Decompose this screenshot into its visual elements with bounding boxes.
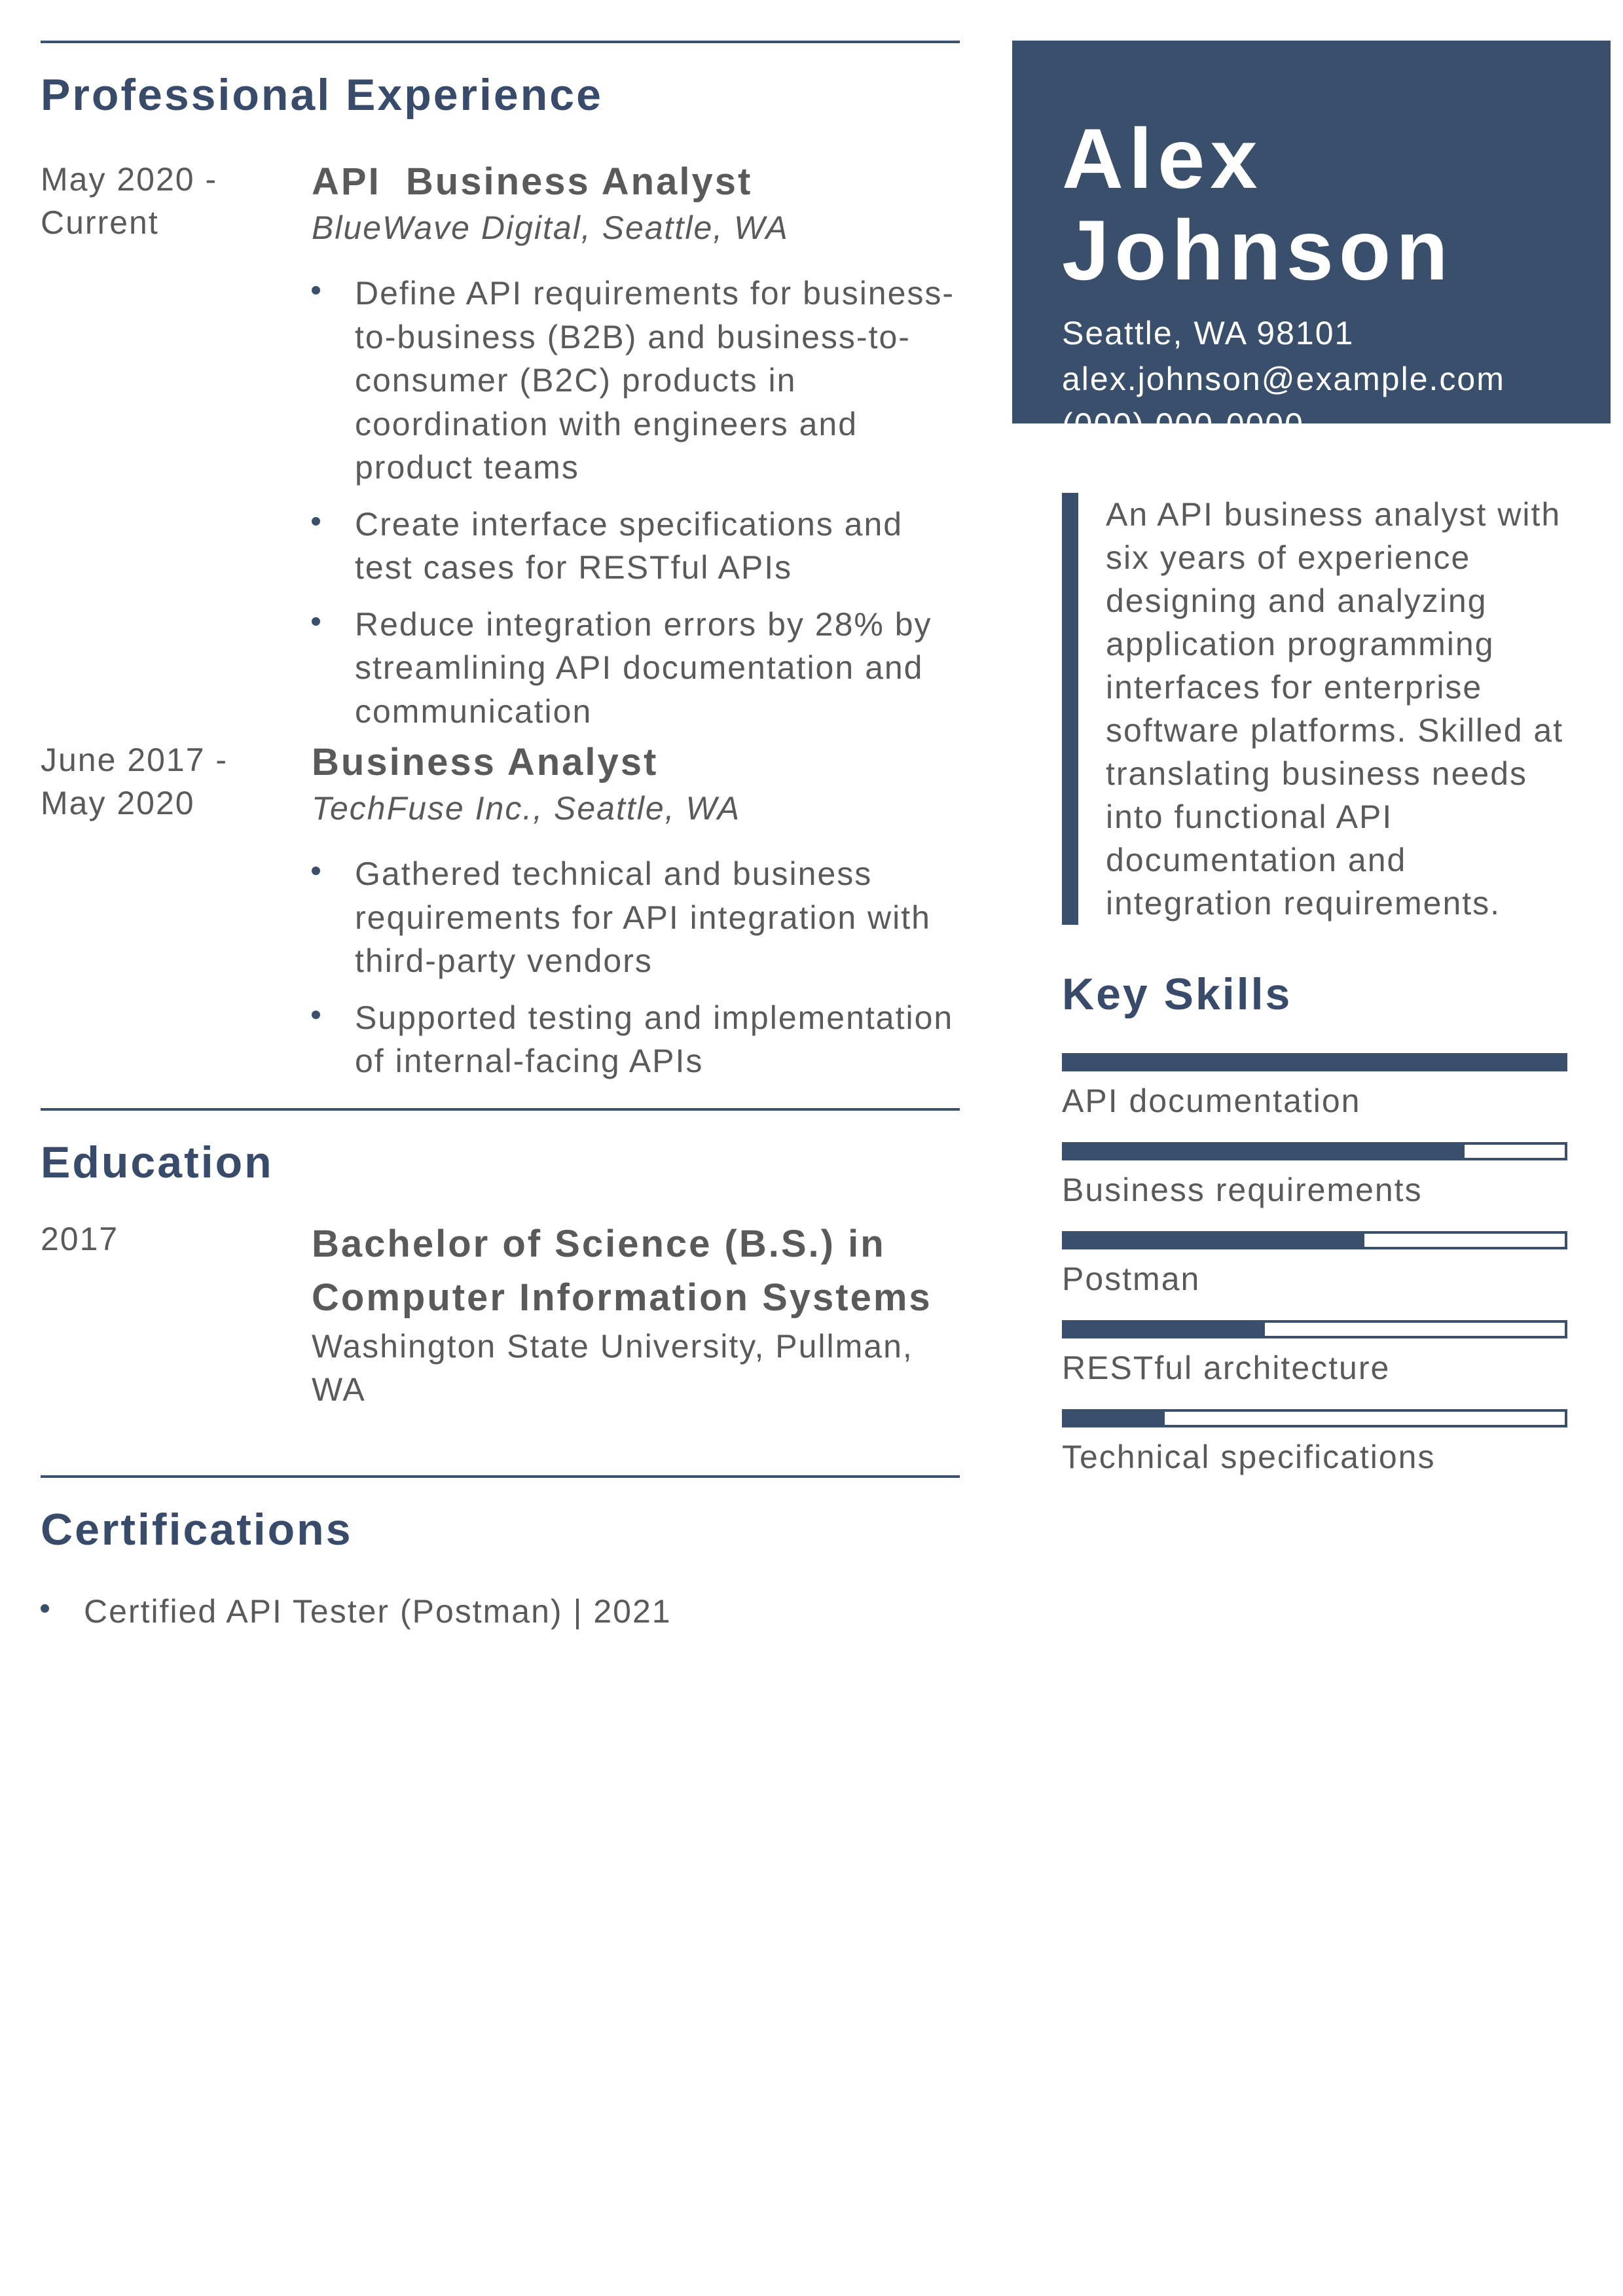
skill-level [1065, 1234, 1364, 1247]
education-school: Washington State University, Pullman, WA [312, 1327, 913, 1408]
bullet-icon [312, 867, 320, 875]
job-company: TechFuse Inc., Seattle, WA [312, 790, 741, 827]
skill-label: Postman [1062, 1261, 1201, 1297]
summary: An API business analyst with six years of experience designing and analyzing application programming interfaces for enterprise software platforms. Skilled at translating business needs into functional API documentation and integration requirements. [1062, 493, 1577, 925]
skill-label: Business requirements [1062, 1172, 1423, 1208]
job-date-start: May 2020 - [41, 161, 218, 198]
job-entry [41, 158, 960, 733]
phone: (000) 000-0000 [1062, 406, 1304, 443]
experience-heading: Professional Experience [41, 70, 603, 120]
certifications-heading: Certifications [41, 1504, 353, 1554]
bullet-text: Reduce integration errors by 28% by streamlining API documentation and communication [355, 605, 932, 730]
list-item [312, 996, 960, 1083]
last-name: Johnson [1062, 202, 1453, 298]
education-details [312, 1217, 960, 1411]
bullet-icon [312, 617, 320, 626]
section-divider [41, 1475, 960, 1478]
bullet-icon [312, 1011, 320, 1019]
education-heading: Education [41, 1137, 274, 1187]
job-dates [41, 738, 276, 825]
skill-level [1065, 1056, 1565, 1069]
section-divider [41, 41, 960, 43]
skill-item [1062, 1409, 1567, 1473]
location: Seattle, WA 98101 [1062, 315, 1355, 351]
first-name: Alex [1062, 111, 1263, 206]
skills-heading: Key Skills [1062, 969, 1292, 1019]
bullet-icon [41, 1604, 49, 1613]
skill-label: API documentation [1062, 1083, 1361, 1119]
job-dates [41, 158, 276, 244]
main-column [41, 41, 960, 1633]
education-year: 2017 [41, 1220, 119, 1257]
list-item [312, 503, 960, 590]
bullet-text: Supported testing and implementation of internal-facing APIs [355, 999, 954, 1079]
skill-item [1062, 1053, 1567, 1117]
bullet-text: Define API requirements for business-to-business (B2B) and business-to-consumer (B2C) products in coordination with engineers and product teams [355, 275, 955, 486]
skill-bar [1062, 1320, 1567, 1338]
skill-item [1062, 1231, 1567, 1295]
certification-item [41, 1590, 960, 1633]
job-details [312, 738, 960, 1083]
skill-bar [1062, 1409, 1567, 1427]
skill-level [1065, 1323, 1265, 1336]
skill-bar [1062, 1142, 1567, 1160]
skill-level [1065, 1412, 1165, 1425]
bullet-text: Gathered technical and business requirements for API integration with third-party vendors [355, 855, 931, 979]
job-bullets [312, 852, 960, 1083]
skill-item [1062, 1142, 1567, 1206]
skill-level [1065, 1145, 1465, 1158]
job-company: BlueWave Digital, Seattle, WA [312, 209, 789, 246]
bullet-icon [312, 286, 320, 295]
candidate-name [1062, 113, 1561, 296]
job-title: Business Analyst [312, 741, 659, 783]
education-degree: Bachelor of Science (B.S.) in Computer Information Systems [312, 1222, 932, 1319]
email: alex.johnson@example.com [1062, 361, 1505, 397]
skill-item [1062, 1320, 1567, 1384]
job-bullets [312, 272, 960, 733]
certification-text: Certified API Tester (Postman) | 2021 [84, 1592, 672, 1630]
bullet-icon [312, 517, 320, 526]
job-title: API Business Analyst [312, 160, 753, 203]
education-entry [41, 1217, 960, 1411]
skill-label: RESTful architecture [1062, 1350, 1391, 1386]
skill-bar [1062, 1053, 1567, 1071]
skills-list [1062, 1053, 1567, 1473]
name-header [1012, 41, 1611, 443]
bullet-text: Create interface specifications and test cases for RESTful APIs [355, 505, 903, 586]
list-item [312, 852, 960, 983]
job-date-start: June 2017 - [41, 742, 228, 778]
list-item [312, 603, 960, 734]
sidebar [1012, 41, 1569, 1498]
job-date-end: Current [41, 204, 159, 241]
job-details [312, 158, 960, 733]
skill-bar [1062, 1231, 1567, 1249]
job-date-end: May 2020 [41, 785, 195, 821]
skill-label: Technical specifications [1062, 1439, 1436, 1475]
section-divider [41, 1108, 960, 1111]
contact-info [1062, 310, 1561, 448]
list-item [312, 272, 960, 490]
job-entry [41, 738, 960, 1083]
